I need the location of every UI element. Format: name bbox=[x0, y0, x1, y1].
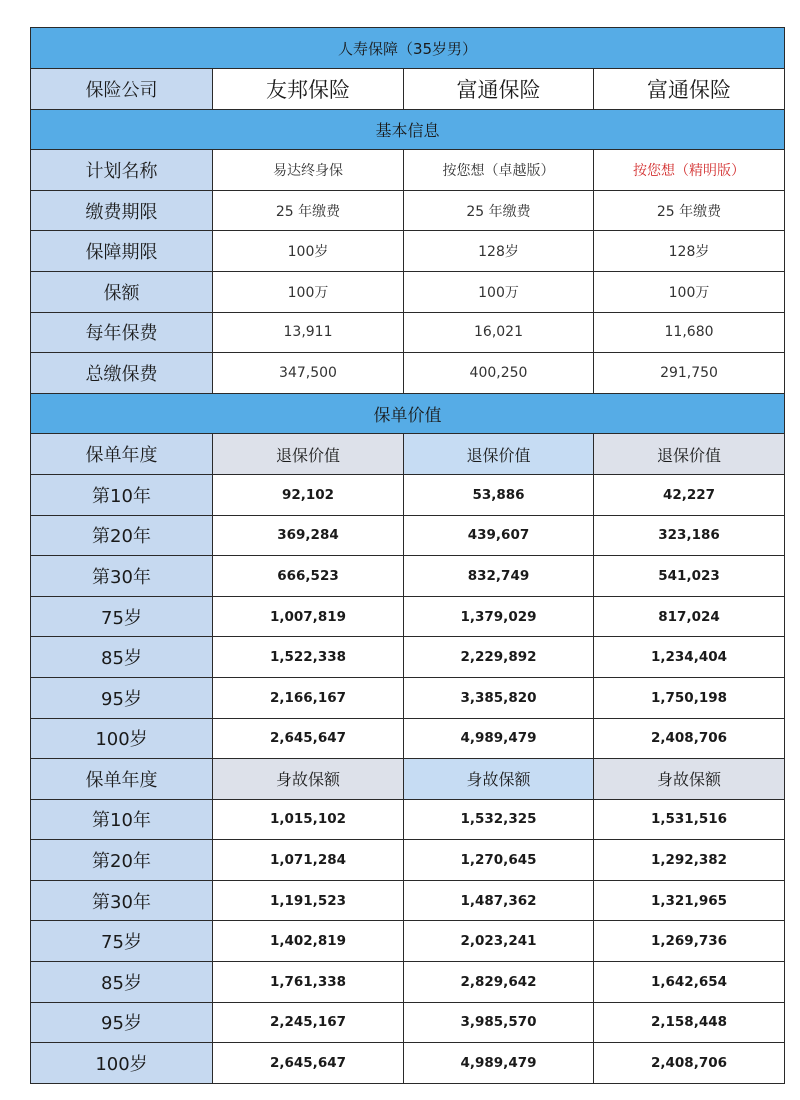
cell-value: 13,911 bbox=[213, 312, 404, 353]
death-col-header: 身故保额 bbox=[594, 759, 785, 800]
cell-value: 2,408,706 bbox=[594, 1043, 785, 1084]
death-row bbox=[31, 880, 785, 921]
cell-value: 4,989,479 bbox=[404, 1043, 594, 1084]
surrender-row bbox=[31, 596, 785, 637]
company-name: 友邦保险 bbox=[213, 69, 404, 110]
insurance-comparison-table bbox=[30, 27, 785, 1084]
cell-value: 25 年缴费 bbox=[404, 190, 594, 231]
cell-value: 541,023 bbox=[594, 556, 785, 597]
row-label: 总缴保费 bbox=[31, 353, 213, 394]
basic-row bbox=[31, 150, 785, 191]
death-row bbox=[31, 799, 785, 840]
cell-value: 1,379,029 bbox=[404, 596, 594, 637]
row-label: 保额 bbox=[31, 271, 213, 312]
plan-name: 易达终身保 bbox=[213, 150, 404, 191]
cell-value: 2,645,647 bbox=[213, 718, 404, 759]
cell-value: 1,071,284 bbox=[213, 840, 404, 881]
cell-value: 92,102 bbox=[213, 474, 404, 515]
surrender-row bbox=[31, 718, 785, 759]
row-label: 85岁 bbox=[31, 962, 213, 1003]
row-label: 第20年 bbox=[31, 515, 213, 556]
cell-value: 4,989,479 bbox=[404, 718, 594, 759]
cell-value: 1,015,102 bbox=[213, 799, 404, 840]
row-label: 100岁 bbox=[31, 1043, 213, 1084]
cell-value: 1,761,338 bbox=[213, 962, 404, 1003]
cell-value: 2,408,706 bbox=[594, 718, 785, 759]
year-label: 保单年度 bbox=[31, 434, 213, 475]
cell-value: 53,886 bbox=[404, 474, 594, 515]
row-label: 75岁 bbox=[31, 596, 213, 637]
cell-value: 42,227 bbox=[594, 474, 785, 515]
surrender-row bbox=[31, 474, 785, 515]
row-label: 第30年 bbox=[31, 880, 213, 921]
surrender-row bbox=[31, 637, 785, 678]
row-label: 第10年 bbox=[31, 799, 213, 840]
cell-value: 2,158,448 bbox=[594, 1002, 785, 1043]
company-name: 富通保险 bbox=[594, 69, 785, 110]
row-label: 75岁 bbox=[31, 921, 213, 962]
basic-row bbox=[31, 271, 785, 312]
basic-row bbox=[31, 353, 785, 394]
cell-value: 2,023,241 bbox=[404, 921, 594, 962]
cell-value: 100万 bbox=[594, 271, 785, 312]
surrender-col-header: 退保价值 bbox=[404, 434, 594, 475]
cell-value: 1,531,516 bbox=[594, 799, 785, 840]
death-header-row bbox=[31, 759, 785, 800]
cell-value: 1,191,523 bbox=[213, 880, 404, 921]
cell-value: 400,250 bbox=[404, 353, 594, 394]
row-label: 每年保费 bbox=[31, 312, 213, 353]
surrender-row bbox=[31, 556, 785, 597]
surrender-col-header: 退保价值 bbox=[594, 434, 785, 475]
cell-value: 439,607 bbox=[404, 515, 594, 556]
cell-value: 291,750 bbox=[594, 353, 785, 394]
row-label: 85岁 bbox=[31, 637, 213, 678]
section-header-row bbox=[31, 393, 785, 434]
title-row bbox=[31, 28, 785, 69]
basic-row bbox=[31, 190, 785, 231]
year-label: 保单年度 bbox=[31, 759, 213, 800]
surrender-col-header: 退保价值 bbox=[213, 434, 404, 475]
cell-value: 347,500 bbox=[213, 353, 404, 394]
cell-value: 1,642,654 bbox=[594, 962, 785, 1003]
death-row bbox=[31, 840, 785, 881]
plan-name-highlighted: 按您想（精明版） bbox=[594, 150, 785, 191]
cell-value: 1,402,819 bbox=[213, 921, 404, 962]
row-label: 第10年 bbox=[31, 474, 213, 515]
cell-value: 817,024 bbox=[594, 596, 785, 637]
cell-value: 1,487,362 bbox=[404, 880, 594, 921]
cell-value: 100岁 bbox=[213, 231, 404, 272]
company-label: 保险公司 bbox=[31, 69, 213, 110]
row-label: 计划名称 bbox=[31, 150, 213, 191]
cell-value: 1,007,819 bbox=[213, 596, 404, 637]
section-header-row bbox=[31, 109, 785, 150]
cell-value: 3,985,570 bbox=[404, 1002, 594, 1043]
cell-value: 128岁 bbox=[594, 231, 785, 272]
death-row bbox=[31, 921, 785, 962]
row-label: 100岁 bbox=[31, 718, 213, 759]
row-label: 保障期限 bbox=[31, 231, 213, 272]
cell-value: 1,532,325 bbox=[404, 799, 594, 840]
death-row bbox=[31, 1002, 785, 1043]
row-label: 95岁 bbox=[31, 677, 213, 718]
basic-row bbox=[31, 312, 785, 353]
cell-value: 323,186 bbox=[594, 515, 785, 556]
row-label: 95岁 bbox=[31, 1002, 213, 1043]
cell-value: 11,680 bbox=[594, 312, 785, 353]
cell-value: 1,522,338 bbox=[213, 637, 404, 678]
basic-info-header: 基本信息 bbox=[31, 109, 785, 150]
cell-value: 3,385,820 bbox=[404, 677, 594, 718]
cell-value: 1,234,404 bbox=[594, 637, 785, 678]
cell-value: 369,284 bbox=[213, 515, 404, 556]
death-col-header: 身故保额 bbox=[213, 759, 404, 800]
cell-value: 25 年缴费 bbox=[594, 190, 785, 231]
company-row bbox=[31, 69, 785, 110]
cell-value: 2,829,642 bbox=[404, 962, 594, 1003]
surrender-header-row bbox=[31, 434, 785, 475]
cell-value: 2,229,892 bbox=[404, 637, 594, 678]
cell-value: 100万 bbox=[213, 271, 404, 312]
cell-value: 1,292,382 bbox=[594, 840, 785, 881]
surrender-row bbox=[31, 677, 785, 718]
cell-value: 832,749 bbox=[404, 556, 594, 597]
cell-value: 25 年缴费 bbox=[213, 190, 404, 231]
death-row bbox=[31, 962, 785, 1003]
cell-value: 16,021 bbox=[404, 312, 594, 353]
cell-value: 2,645,647 bbox=[213, 1043, 404, 1084]
row-label: 第30年 bbox=[31, 556, 213, 597]
basic-row bbox=[31, 231, 785, 272]
cell-value: 666,523 bbox=[213, 556, 404, 597]
cell-value: 1,269,736 bbox=[594, 921, 785, 962]
company-name: 富通保险 bbox=[404, 69, 594, 110]
cell-value: 100万 bbox=[404, 271, 594, 312]
cell-value: 2,245,167 bbox=[213, 1002, 404, 1043]
cell-value: 2,166,167 bbox=[213, 677, 404, 718]
plan-name: 按您想（卓越版） bbox=[404, 150, 594, 191]
cell-value: 1,321,965 bbox=[594, 880, 785, 921]
death-row bbox=[31, 1043, 785, 1084]
death-col-header: 身故保额 bbox=[404, 759, 594, 800]
table-title: 人寿保障（35岁男） bbox=[31, 28, 785, 69]
cell-value: 128岁 bbox=[404, 231, 594, 272]
cell-value: 1,750,198 bbox=[594, 677, 785, 718]
surrender-row bbox=[31, 515, 785, 556]
row-label: 第20年 bbox=[31, 840, 213, 881]
row-label: 缴费期限 bbox=[31, 190, 213, 231]
cell-value: 1,270,645 bbox=[404, 840, 594, 881]
policy-value-header: 保单价值 bbox=[31, 393, 785, 434]
